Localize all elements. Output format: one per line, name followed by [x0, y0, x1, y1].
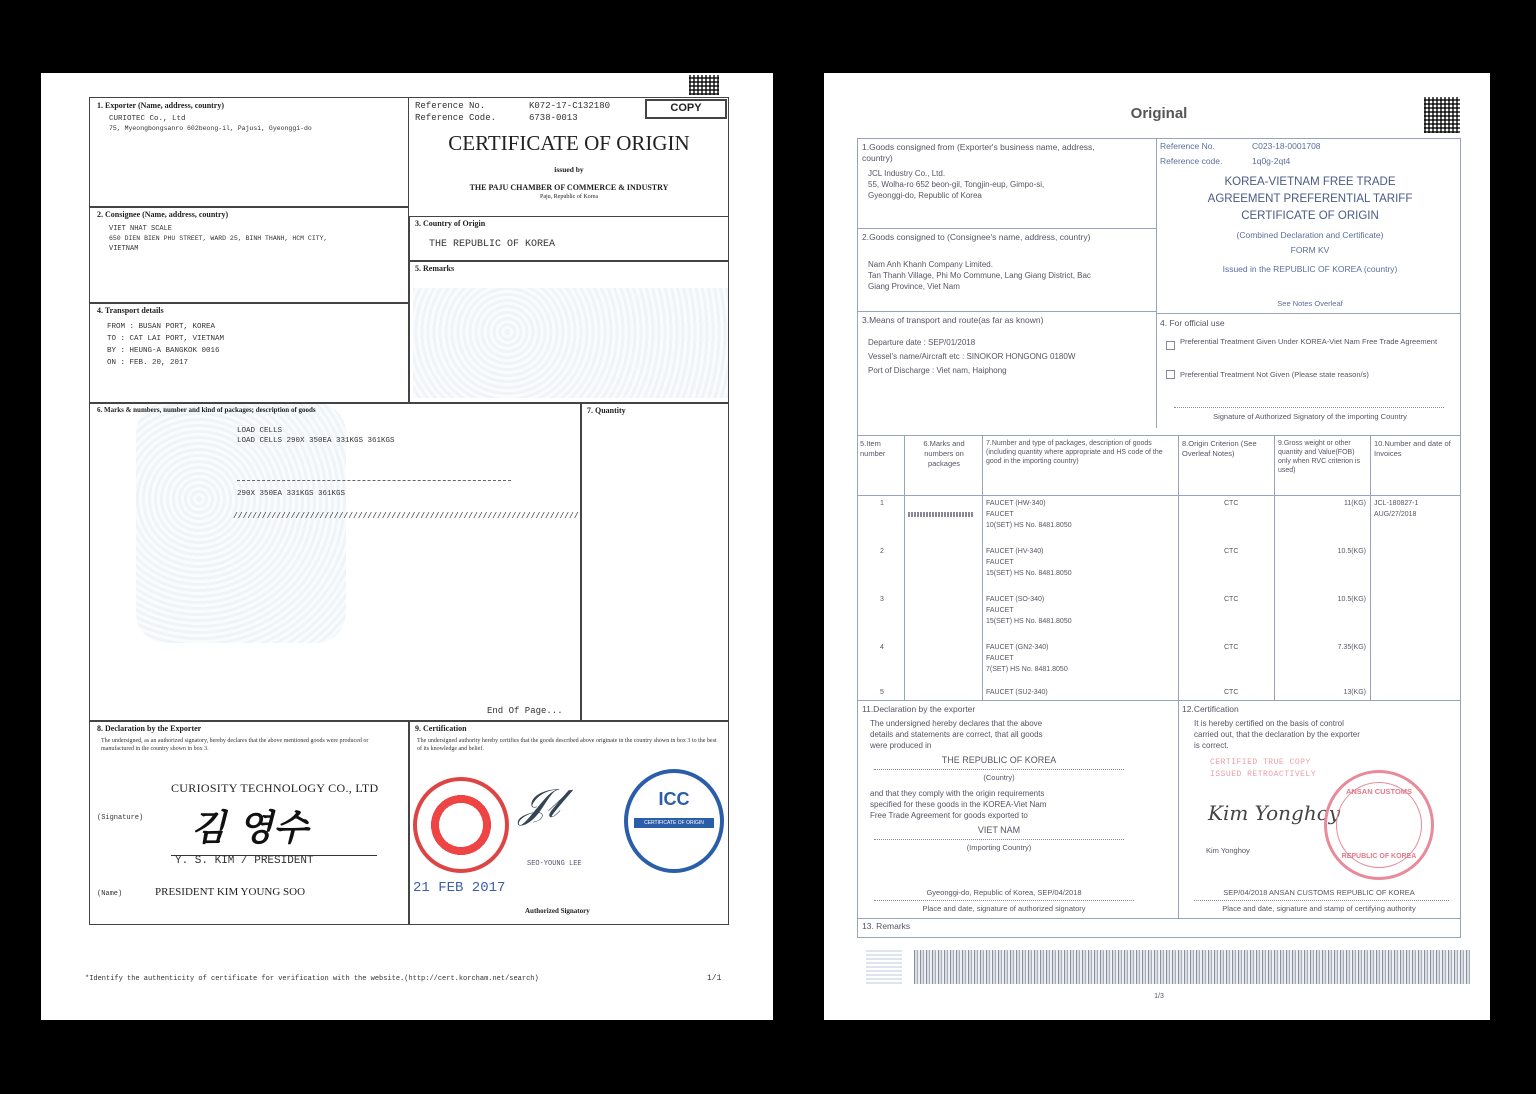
- divider: [857, 311, 1156, 312]
- certified-true-copy-stamp: CERTIFIED TRUE COPY: [1210, 758, 1311, 767]
- item-2-desc-3: 15(SET) HS No. 8481.8050: [986, 570, 1072, 577]
- certification-label: 9. Certification: [415, 724, 467, 733]
- divider: [857, 700, 1461, 701]
- issued-by: issued by: [554, 165, 584, 174]
- item-3-criterion: CTC: [1224, 596, 1239, 603]
- item-3-quantity: 10.5(KG): [1337, 596, 1366, 603]
- signature-line: [1174, 407, 1444, 408]
- item-1-criterion: CTC: [1224, 500, 1239, 507]
- customs-seal-top-text: ANSAN CUSTOMS: [1345, 787, 1413, 796]
- preferential-given-checkbox[interactable]: [1166, 341, 1175, 350]
- exporter-signature: 김 영수: [191, 807, 308, 849]
- chamber-seal-icon: [413, 777, 509, 873]
- see-notes: See Notes Overleaf: [1277, 299, 1343, 308]
- item-5-number: 5: [880, 689, 884, 696]
- col-origin-criterion: 8.Origin Criterion (See Overleaf Notes): [1182, 439, 1257, 458]
- consignee-line-2: 650 DIEN BIEN PHU STREET, WARD 25, BINH THANH, HCM CITY,: [109, 235, 328, 242]
- column-divider: [1274, 435, 1275, 700]
- col-item-number: 5.Item number: [860, 439, 886, 458]
- goods-box: [89, 403, 581, 721]
- importing-country-label: (Importing Country): [966, 843, 1032, 852]
- certifier-signature: 𝒥𝓁: [519, 781, 560, 827]
- goods-label: 6. Marks & numbers, number and kind of packages; description of goods: [97, 406, 316, 414]
- item-4-criterion: CTC: [1224, 644, 1239, 651]
- cert-place-line: [1194, 900, 1449, 901]
- item-1-number: 1: [880, 500, 884, 507]
- declaration-text: The undersigned, as an authorized signatory, hereby declares that the above mentioned goods were produced or manufactured in the country shown in box 3.: [101, 738, 369, 752]
- consignee-box: [89, 207, 409, 303]
- certifier-name: SEO-YOUNG LEE: [527, 860, 582, 868]
- goods-divider: [237, 480, 511, 481]
- declaration-text-3: were produced in: [870, 741, 932, 750]
- origin-country-label: 3. Country of Origin: [415, 219, 486, 228]
- item-2-quantity: 10.5(KG): [1337, 548, 1366, 555]
- goods-line-2: LOAD CELLS 290X 350EA 331KGS 361KGS: [237, 437, 395, 445]
- ref-code: 1q0g-2qt4: [1252, 156, 1291, 166]
- certificate-of-origin-paju: [41, 73, 773, 1020]
- copy-badge: COPY: [670, 102, 702, 114]
- barcode-icon: [866, 950, 902, 984]
- item-4-desc-1: FAUCET (GN2-340): [986, 644, 1049, 651]
- origin-country: THE REPUBLIC OF KOREA: [429, 239, 556, 250]
- transport-on: ON : FEB. 20, 2017: [107, 359, 189, 367]
- item-3-number: 3: [880, 596, 884, 603]
- item-1-desc-1: FAUCET (HW-340): [986, 500, 1046, 507]
- declaration-text-1: The undersigned hereby declares that the above: [870, 719, 1043, 728]
- marks-pattern: [908, 512, 974, 517]
- chamber-name: THE PAJU CHAMBER OF COMMERCE & INDUSTRY: [469, 183, 669, 192]
- item-5-quantity: 13(KG): [1343, 689, 1366, 696]
- exporter-address-1: 55, Wolha-ro 652 beon-gil, Tongjin-eup, Gimpo-si,: [868, 180, 1045, 189]
- consignee-address-2: Giang Province, Viet Nam: [868, 282, 960, 291]
- transport-from: FROM : BUSAN PORT, KOREA: [107, 323, 216, 331]
- declaration-text-5: specified for these goods in the KOREA-Viet Nam: [870, 800, 1047, 809]
- importing-country: VIET NAM: [977, 825, 1021, 835]
- place-and-date: Gyeonggi-do, Republic of Korea, SEP/04/2018: [926, 888, 1082, 897]
- item-3-desc-1: FAUCET (SO-340): [986, 596, 1045, 603]
- page-number: 1/3: [1154, 993, 1164, 1000]
- exporter-name: CURIOTEC Co., Ltd: [109, 115, 186, 123]
- preferential-not-given-checkbox[interactable]: [1166, 370, 1175, 379]
- goods-line-3: 290X 350EA 331KGS 361KGS: [237, 490, 346, 498]
- item-3-desc-2: FAUCET: [986, 607, 1014, 614]
- item-2-desc-1: FAUCET (HV-340): [986, 548, 1044, 555]
- exporter-name: JCL Industry Co., Ltd.: [868, 169, 946, 178]
- goods-line-1: LOAD CELLS: [237, 427, 283, 435]
- item-2-criterion: CTC: [1224, 548, 1239, 555]
- consignee-name: Nam Anh Khanh Company Limited.: [868, 260, 993, 269]
- chamber-place: Paju, Republic of Korea: [540, 194, 598, 200]
- ref-code: 6738-0013: [529, 113, 578, 123]
- certification-text: The undersigned authority hereby certifies that the goods described above originate in the country shown in box 3 to the best of its knowledge and belief.: [417, 738, 717, 752]
- item-4-number: 4: [880, 644, 884, 651]
- combined-declaration: (Combined Declaration and Certificate): [1236, 230, 1384, 240]
- preferential-not-given-text: Preferential Treatment Not Given (Please state reason/s): [1180, 370, 1369, 379]
- column-divider: [904, 435, 905, 700]
- verification-footnote: *Identify the authenticity of certificate for verification with the website.(http://cert.korcham.net/search): [85, 975, 539, 983]
- customs-seal-bottom-text: REPUBLIC OF KOREA: [1341, 853, 1417, 860]
- country-line: [874, 769, 1124, 770]
- item-1-desc-2: FAUCET: [986, 511, 1014, 518]
- item-2-desc-2: FAUCET: [986, 559, 1014, 566]
- quantity-box: [581, 403, 729, 721]
- remarks-label: 13. Remarks: [862, 921, 911, 931]
- port-of-discharge: Port of Discharge : Viet nam, Haiphong: [868, 366, 1007, 375]
- original-label: Original: [1130, 105, 1188, 122]
- consignee-line-1: VIET NHAT SCALE: [109, 225, 173, 233]
- end-of-page: End Of Page...: [487, 706, 563, 716]
- kv-title-1: KOREA-VIETNAM FREE TRADE: [1224, 176, 1396, 188]
- remarks-box: [409, 261, 729, 403]
- certification-label: 12.Certification: [1182, 704, 1239, 714]
- item-1-desc-3: 10(SET) HS No. 8481.8050: [986, 522, 1072, 529]
- name-label: (Name): [97, 890, 123, 898]
- exporter-declaration-label: 11.Declaration by the exporter: [862, 704, 976, 714]
- certification-place-date: SEP/04/2018 ANSAN CUSTOMS REPUBLIC OF KOREA: [1223, 888, 1415, 897]
- certification-text-2: carried out, that the declaration by the exporter: [1194, 730, 1360, 739]
- item-4-desc-3: 7(SET) HS No. 8481.8050: [986, 666, 1068, 673]
- exporter-label: 1. Exporter (Name, address, country): [97, 101, 225, 110]
- qr-code-icon: [1424, 97, 1460, 133]
- page-number: 1/1: [707, 974, 722, 983]
- place-date-label: Place and date, signature of authorized signatory: [922, 904, 1086, 913]
- signer-name: PRESIDENT KIM YOUNG SOO: [155, 886, 306, 898]
- authorized-signatory: Authorized Signatory: [525, 907, 590, 915]
- kv-title-2: AGREEMENT PREFERENTIAL TARIFF: [1207, 193, 1413, 205]
- exporter-address: 75, Myeongbongsanro 602beong-il, Pajusi, Gyeonggi-do: [109, 125, 312, 132]
- divider: [857, 918, 1461, 919]
- transport-to: TO : CAT LAI PORT, VIETNAM: [107, 335, 225, 343]
- importing-signatory-label: Signature of Authorized Signatory of the importing Country: [1213, 412, 1407, 421]
- certification-text-1: It is hereby certified on the basis of control: [1194, 719, 1344, 728]
- customs-signature: Kim Yonghoy: [1208, 801, 1341, 825]
- quantity-label: 7. Quantity: [587, 406, 626, 415]
- ref-no-label: Reference No.: [415, 101, 486, 111]
- divider: [1156, 138, 1157, 428]
- vessel-name: Vessel's name/Aircraft etc : SINOKOR HONGONG 0180W: [868, 352, 1076, 361]
- ref-no: K072-17-C132180: [529, 101, 611, 111]
- col-gross-weight: 9.Gross weight or other quantity and Value(FOB) only when RVC criterion is used): [1278, 440, 1360, 474]
- remarks-label: 5. Remarks: [415, 264, 455, 273]
- item-5-criterion: CTC: [1224, 689, 1239, 696]
- invoice-date: AUG/27/2018: [1374, 511, 1417, 518]
- declaration-text-4: and that they comply with the origin requirements: [870, 789, 1045, 798]
- goods-fill-slashes: ////////////////////////////////////////////////////////////////////////: [233, 512, 579, 521]
- exporter-address-2: Gyeonggi-do, Republic of Korea: [868, 191, 982, 200]
- security-barcode: [914, 950, 1470, 984]
- transport-by: BY : HEUNG-A BANGKOK 0016: [107, 347, 220, 355]
- exporter-label: 1.Goods consigned from (Exporter's business name, address, country): [862, 142, 1095, 163]
- item-4-desc-2: FAUCET: [986, 655, 1014, 662]
- divider: [1156, 313, 1461, 314]
- customs-signer-name: Kim Yonghoy: [1206, 846, 1250, 855]
- ref-no-label: Reference No.: [1160, 141, 1215, 151]
- issued-retroactively-stamp: ISSUED RETROACTIVELY: [1210, 770, 1317, 779]
- departure-date: Departure date : SEP/01/2018: [868, 338, 976, 347]
- exporter-company-name: CURIOSITY TECHNOLOGY CO., LTD: [171, 781, 379, 795]
- column-divider: [1370, 435, 1371, 700]
- col-description: 7.Number and type of packages, description of goods (including quantity where appropriate and HS code of the good in the importing country): [986, 440, 1163, 465]
- form-kv: FORM KV: [1290, 245, 1330, 255]
- place-date-line: [874, 900, 1134, 901]
- consignee-address-1: Tan Thanh Village, Phi Mo Commune, Lang Giang District, Bac: [868, 271, 1091, 280]
- item-5-desc-1: FAUCET (SU2-340): [986, 689, 1048, 696]
- item-2-number: 2: [880, 548, 884, 555]
- consignee-label: 2.Goods consigned to (Consignee's name, address, country): [862, 232, 1091, 242]
- consignee-label: 2. Consignee (Name, address, country): [97, 210, 229, 219]
- divider: [1178, 700, 1179, 918]
- transport-label: 3.Means of transport and route(as far as known): [862, 315, 1044, 325]
- signer-title: Y. S. KIM / PRESIDENT: [175, 855, 314, 867]
- certificate-of-origin-form-kv: [824, 73, 1490, 1020]
- invoice-number: JCL-180827-1: [1374, 500, 1419, 507]
- column-divider: [1178, 435, 1179, 700]
- official-use-label: 4. For official use: [1160, 318, 1225, 328]
- importing-country-line: [874, 839, 1124, 840]
- ref-code-label: Reference Code.: [415, 113, 497, 123]
- certification-place-label: Place and date, signature and stamp of certifying authority: [1222, 904, 1416, 913]
- certification-text-3: is correct.: [1194, 741, 1229, 750]
- icc-seal-banner: CERTIFICATE OF ORIGIN: [634, 818, 714, 828]
- certificate-title: CERTIFICATE OF ORIGIN: [448, 131, 690, 155]
- issue-date: 21 FEB 2017: [413, 880, 506, 896]
- transport-label: 4. Transport details: [97, 306, 164, 315]
- kv-title-3: CERTIFICATE OF ORIGIN: [1241, 210, 1379, 222]
- ref-code-label: Reference code.: [1160, 156, 1223, 166]
- signature-label: (Signature): [97, 814, 144, 822]
- ref-no: C023-18-0001708: [1252, 141, 1321, 151]
- icc-seal-text: ICC: [658, 789, 690, 809]
- divider: [857, 228, 1156, 229]
- qr-code-icon: [689, 75, 719, 95]
- col-invoices: 10.Number and date of Invoices: [1374, 439, 1451, 458]
- item-4-quantity: 7.35(KG): [1337, 644, 1366, 651]
- country-label: (Country): [983, 773, 1015, 782]
- item-3-desc-3: 15(SET) HS No. 8481.8050: [986, 618, 1072, 625]
- preferential-given-text: Preferential Treatment Given Under KOREA-Viet Nam Free Trade Agreement: [1180, 337, 1438, 346]
- produced-country: THE REPUBLIC OF KOREA: [941, 755, 1057, 765]
- consignee-line-3: VIETNAM: [109, 245, 139, 253]
- item-1-quantity: 11(KG): [1343, 500, 1366, 507]
- issued-in: Issued in the REPUBLIC OF KOREA (country): [1222, 264, 1398, 274]
- declaration-text-2: details and statements are correct, that all goods: [870, 730, 1043, 739]
- declaration-text-6: Free Trade Agreement for goods exported to: [870, 811, 1028, 820]
- column-divider: [982, 435, 983, 700]
- col-marks: 6.Marks and numbers on packages: [923, 439, 965, 468]
- declaration-label: 8. Declaration by the Exporter: [97, 724, 202, 733]
